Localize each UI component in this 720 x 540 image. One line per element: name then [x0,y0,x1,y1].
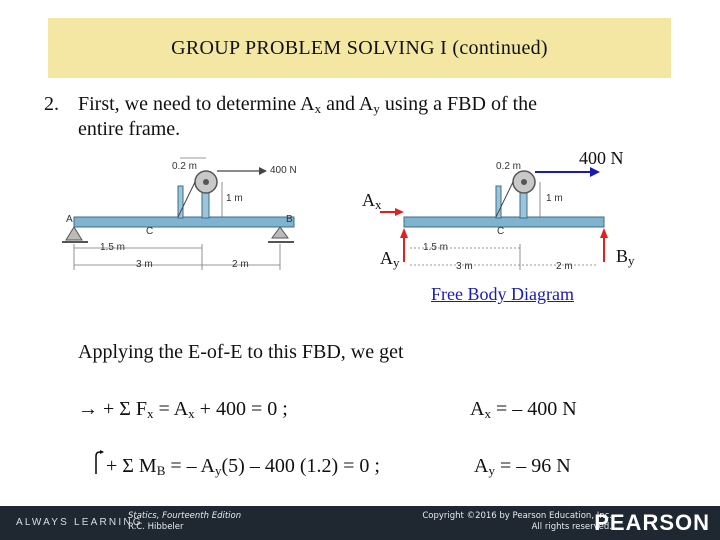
moment-arrow-icon [92,450,106,476]
eq-text: + Σ F [98,398,148,420]
point-label-a: A [66,214,73,225]
result-ax [470,398,577,422]
eq-text: + 400 = 0 ; [194,398,288,420]
book-author: R.C. Hibbeler [128,522,184,532]
eq-text: = A [153,398,189,420]
subscript: x [375,197,382,212]
subscript: x [314,101,322,116]
book-info [128,511,241,533]
fbd-dim-label: 1 m [546,193,563,204]
book-title: Statics, Fourteenth Edition [128,511,242,521]
copyright [422,511,612,533]
fbd-point-label-c: C [497,226,505,237]
label-text: A [380,248,393,268]
point-label-c: C [146,226,154,237]
step-line-1 [78,93,537,117]
force-label: 400 N [270,165,297,176]
roller-support-icon [272,227,288,238]
point-label-b: B [286,214,293,225]
fbd-dim-label: 2 m [556,261,573,272]
copyright-line-1: Copyright ©2016 by Pearson Education, Inc. [422,511,612,521]
subscript: y [393,255,400,270]
eq-text: = – 96 N [494,455,571,477]
dim-label: 2 m [232,259,249,270]
subscript: x [147,406,154,421]
fbd-dim-label: 0.2 m [496,161,522,172]
subscript: y [488,463,495,478]
eq-text: + Σ M [106,455,157,477]
fbd-strut [496,186,501,218]
title-banner [48,18,671,78]
step-text: and A [321,93,374,115]
strut [178,186,183,218]
step-text: First, we need to determine A [78,93,315,115]
subscript: y [215,463,222,478]
subscript: x [188,406,195,421]
subscript: x [484,406,491,421]
equation-sum-fx [78,398,288,422]
label-text: B [616,246,629,266]
dim-label: 1 m [226,193,243,204]
right-arrow-icon: → [78,398,98,420]
eq-text: = – 400 N [490,398,577,420]
pulley-hub-icon [203,179,209,185]
dim-label: 1.5 m [100,242,126,253]
fbd-dim-label: 1.5 m [423,242,449,253]
step-number: 2. [44,93,59,115]
pin-support-icon [66,227,82,240]
beam [74,217,294,227]
fbd-pulley-hub-icon [521,179,527,185]
arrowhead-icon [600,228,608,238]
applying-text: Applying the E-of-E to this FBD, we get [78,341,404,363]
eq-text: A [474,455,489,477]
arrowhead-icon [259,167,267,175]
copyright-line-2: All rights reserved. [531,522,612,532]
fbd-dim-label: 3 m [456,261,473,272]
slide-title: GROUP PROBLEM SOLVING I (continued) [171,36,548,59]
equation-sum-mb [106,455,380,479]
footer-bar [0,506,720,540]
step-text: using a FBD of the [379,93,538,115]
step-line-2: entire frame. [78,118,181,140]
subscript: y [628,253,635,268]
eq-text: = – A [165,455,215,477]
label-text: A [362,190,375,210]
pearson-logo: PEARSON [594,510,710,535]
dim-label: 3 m [136,259,153,270]
result-ay [474,455,571,479]
arrowhead-icon [395,208,404,216]
subscript: B [156,463,166,478]
fbd-caption: Free Body Diagram [431,284,574,304]
eq-text: A [470,398,485,420]
ay-label [380,248,400,271]
fbd-force-label: 400 N [579,148,624,168]
always-learning-tagline: ALWAYS LEARNING [16,517,143,528]
by-label [616,246,635,269]
arrowhead-icon [400,228,408,238]
ax-label [362,190,382,213]
dim-label: 0.2 m [172,161,198,172]
subscript: y [373,101,380,116]
eq-text: (5) – 400 (1.2) = 0 ; [221,455,380,477]
